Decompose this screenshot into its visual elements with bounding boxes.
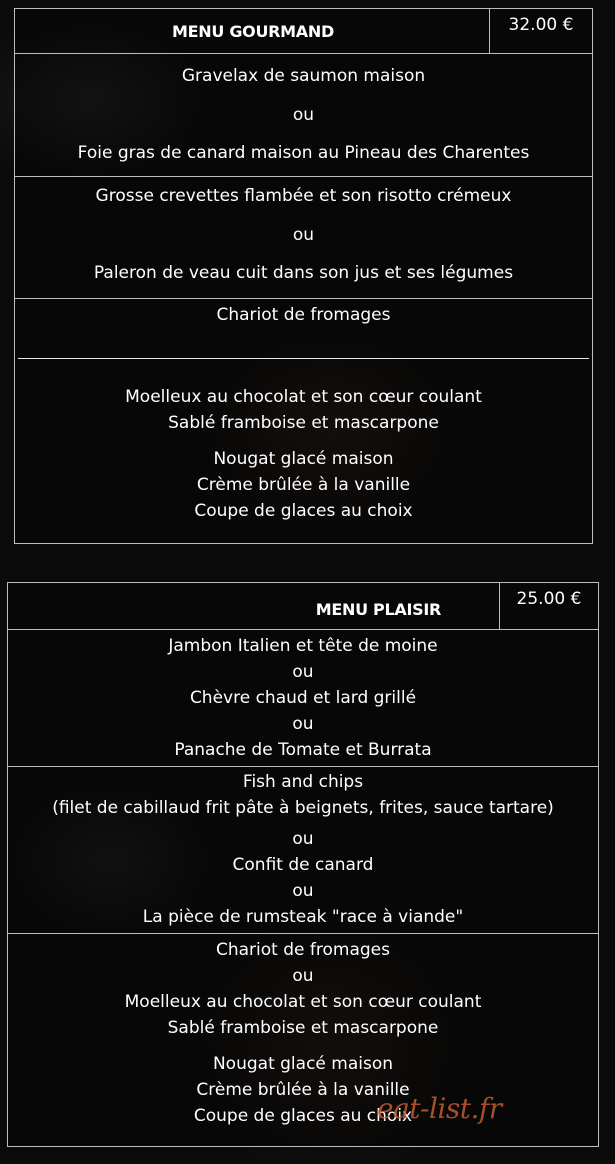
menu-price: 25.00 €: [499, 583, 598, 629]
main-course: [15, 177, 592, 299]
watermark-logo: eat-list.fr: [377, 1092, 502, 1125]
course-line: ou: [292, 966, 314, 986]
menu-header: [15, 9, 592, 54]
course-line: Sablé framboise et mascarpone: [167, 1018, 439, 1038]
course-line: ou: [292, 881, 314, 901]
course-line: Moelleux au chocolat et son cœur coulant: [124, 992, 482, 1012]
course-line: Panache de Tomate et Burrata: [174, 740, 432, 760]
course-line: Fish and chips: [242, 772, 364, 792]
course-line: Grosse crevettes flambée et son risotto crémeux: [95, 186, 512, 206]
course-line: Sablé framboise et mascarpone: [168, 413, 439, 433]
course-line: ou: [292, 224, 315, 245]
course-line: Chèvre chaud et lard grillé: [189, 688, 417, 708]
course-line: Nougat glacé maison: [212, 1054, 394, 1074]
course-line: Crème brûlée à la vanille: [196, 475, 411, 495]
course-line: Paleron de veau cuit dans son jus et ses légumes: [93, 263, 514, 283]
course-line: Moelleux au chocolat et son cœur coulant: [125, 387, 482, 407]
menu-price: 32.00 €: [489, 9, 592, 53]
main-course: [8, 767, 598, 934]
course-line: Gravelax de saumon maison: [181, 66, 426, 86]
course-line: ou: [292, 714, 314, 734]
menu-gourmand-table: [14, 8, 593, 544]
course-line: ou: [292, 829, 314, 849]
menu-title: MENU GOURMAND: [172, 21, 334, 41]
course-line: La pièce de rumsteak "race à viande": [142, 907, 464, 927]
menu-header: [8, 583, 598, 630]
course-line: Jambon Italien et tête de moine: [168, 636, 438, 656]
course-line: Chariot de fromages: [216, 305, 391, 325]
menu-plaisir-table: [7, 582, 599, 1147]
course-line: Nougat glacé maison: [213, 449, 394, 469]
starter-course: [8, 630, 598, 767]
course-line: Foie gras de canard maison au Pineau des Charentes: [77, 143, 530, 163]
menu-title: MENU PLAISIR: [315, 599, 441, 619]
cheese-dessert-course: [15, 299, 592, 543]
course-line: ou: [292, 662, 314, 682]
course-line: Confit de canard: [232, 855, 374, 875]
course-line: ou: [292, 104, 315, 125]
starter-course: [15, 54, 592, 177]
course-line: Chariot de fromages: [216, 940, 390, 960]
cheese-dessert-course: [8, 934, 598, 1146]
course-line: (filet de cabillaud frit pâte à beignets, frites, sauce tartare): [52, 798, 554, 818]
course-line: Coupe de glaces au choix: [193, 1106, 413, 1126]
course-line: Coupe de glaces au choix: [194, 501, 413, 521]
course-line: Crème brûlée à la vanille: [196, 1080, 410, 1100]
